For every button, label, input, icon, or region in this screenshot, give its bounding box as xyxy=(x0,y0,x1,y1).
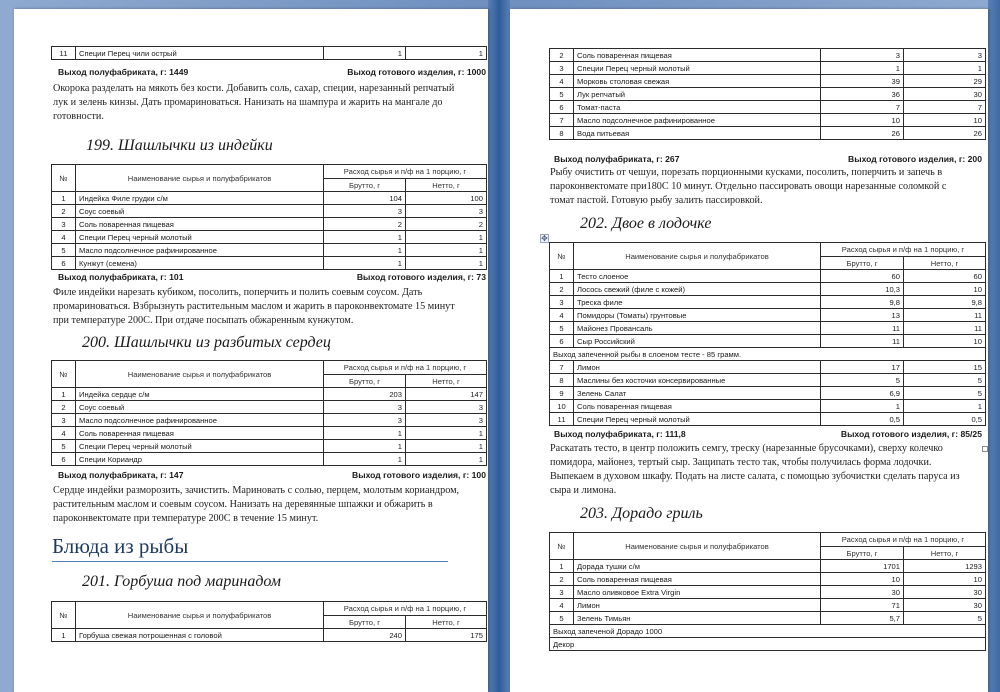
ingredient-name: Масло оливковое Extra Virgin xyxy=(574,586,821,599)
ingredient-name: Сыр Российский xyxy=(574,335,821,348)
ingredient-name: Вода питьевая xyxy=(574,127,821,140)
instructions: Рыбу очистить от чешуи, порезать порционными кусками, посолить, поперчить и запечь в пароконвектомате при180С 10 минут. Отдельно пассировать овощи нарезанные соломкой с томат пастой. Готовую рыбу залить пассировкой. xyxy=(550,167,947,206)
row-number: 3 xyxy=(550,62,574,75)
gross-weight: 240 xyxy=(324,629,406,642)
row-number: 4 xyxy=(550,309,574,322)
ingredient-name: Специи Перец чили острый xyxy=(76,47,324,60)
row-number: 6 xyxy=(52,453,76,466)
table-row xyxy=(52,440,487,453)
ingredient-name: Горбуша свежая потрошенная с головой xyxy=(76,629,324,642)
table-row xyxy=(550,361,986,374)
net-weight: 147 xyxy=(406,388,487,401)
semi-yield: Выход полуфабриката, г: 147 xyxy=(58,470,184,480)
gross-weight: 1 xyxy=(324,231,406,244)
gross-weight: 11 xyxy=(821,335,904,348)
gross-weight: 1 xyxy=(324,244,406,257)
table-note-row xyxy=(550,638,986,651)
row-number: 1 xyxy=(550,270,574,283)
ingredient-name: Соус соевый xyxy=(76,205,324,218)
col-header-no: № xyxy=(52,165,76,192)
table-row xyxy=(52,453,487,466)
gross-weight: 203 xyxy=(324,388,406,401)
net-weight: 30 xyxy=(904,586,986,599)
row-number: 7 xyxy=(550,361,574,374)
ingredient-name: Дорада тушки с/м xyxy=(574,560,821,573)
row-number: 4 xyxy=(52,427,76,440)
table-row xyxy=(550,322,986,335)
table-row xyxy=(550,75,986,88)
table-row xyxy=(52,192,487,205)
instructions: Окорока разделать на мякоть без кости. Добавить соль, сахар, специи, нарезанный репчатый лук и зелень кинзы. Дать промариноваться. Нанизать на шампура и жарить на мангале до готовности. xyxy=(53,83,455,122)
net-weight: 26 xyxy=(904,127,986,140)
table-row xyxy=(550,387,986,400)
table-row xyxy=(52,388,487,401)
ingredient-name: Соль поваренная пищевая xyxy=(574,49,821,62)
resize-handle-icon[interactable] xyxy=(982,446,988,452)
gross-weight: 60 xyxy=(821,270,904,283)
net-weight: 5 xyxy=(904,374,986,387)
net-weight: 11 xyxy=(904,309,986,322)
row-number: 5 xyxy=(550,322,574,335)
col-header-name: Наименование сырья и полуфабрикатов xyxy=(76,165,324,192)
gross-weight: 26 xyxy=(821,127,904,140)
ingredient-name: Зелень Тимьян xyxy=(574,612,821,625)
net-weight: 0,5 xyxy=(904,413,986,426)
col-header-net: Нетто, г xyxy=(406,179,487,192)
note-cell: Выход запеченой Дорадо 1000 xyxy=(550,625,986,638)
gross-weight: 36 xyxy=(821,88,904,101)
ingredient-name: Соль поваренная пищевая xyxy=(574,400,821,413)
col-header-name: Наименование сырья и полуфабрикатов xyxy=(574,533,821,560)
gross-weight: 11 xyxy=(821,322,904,335)
net-weight: 30 xyxy=(904,599,986,612)
recipe-table-199 xyxy=(51,164,487,270)
net-weight: 10 xyxy=(904,335,986,348)
ingredient-name: Лимон xyxy=(574,599,821,612)
ingredient-name: Специи Кориандр xyxy=(76,453,324,466)
table-row xyxy=(52,414,487,427)
net-weight: 10 xyxy=(904,114,986,127)
table-row xyxy=(550,599,986,612)
gross-weight: 5 xyxy=(821,374,904,387)
net-weight: 100 xyxy=(406,192,487,205)
note-cell: Выход запеченной рыбы в слоеном тесте - 85 грамм. xyxy=(550,348,986,361)
table-header-row xyxy=(52,361,487,375)
net-weight: 5 xyxy=(904,387,986,400)
net-weight: 11 xyxy=(904,322,986,335)
recipe-table-201 xyxy=(51,601,487,642)
ingredient-name: Томат-паста xyxy=(574,101,821,114)
window-edge xyxy=(988,0,1000,692)
col-header-net: Нетто, г xyxy=(406,375,487,388)
ingredient-name: Маслины без косточки консервированные xyxy=(574,374,821,387)
ingredient-name: Индейка Филе грудки с/м xyxy=(76,192,324,205)
table-row xyxy=(550,296,986,309)
ingredient-name: Соль поваренная пищевая xyxy=(574,573,821,586)
table-row xyxy=(52,427,487,440)
ingredient-name: Тесто слоеное xyxy=(574,270,821,283)
table-row xyxy=(550,335,986,348)
ingredient-name: Соус соевый xyxy=(76,401,324,414)
row-number: 5 xyxy=(550,88,574,101)
gross-weight: 17 xyxy=(821,361,904,374)
row-number: 5 xyxy=(52,440,76,453)
note-cell: Декор xyxy=(550,638,986,651)
ingredient-name: Масло подсолнечное рафинированное xyxy=(76,244,324,257)
table-header-row xyxy=(550,533,986,547)
table-row xyxy=(550,62,986,75)
gross-weight: 71 xyxy=(821,599,904,612)
table-row xyxy=(550,400,986,413)
dish-title-202: 202. Двое в лодочке xyxy=(580,215,712,232)
net-weight: 7 xyxy=(904,101,986,114)
col-header-name: Наименование сырья и полуфабрикатов xyxy=(76,361,324,388)
dish-title-201: 201. Горбуша под маринадом xyxy=(82,573,282,590)
final-yield: Выход готового изделия, г: 85/25 xyxy=(840,429,982,439)
table-row xyxy=(550,114,986,127)
dish-title-203: 203. Дорадо гриль xyxy=(580,505,703,522)
table-row xyxy=(52,629,487,642)
net-weight: 1 xyxy=(406,244,487,257)
recipe-table-200 xyxy=(51,360,487,466)
ingredient-name: Кунжут (семена) xyxy=(76,257,324,270)
ingredient-name: Морковь столовая свежая xyxy=(574,75,821,88)
col-header-consumption: Расход сырья и п/ф на 1 порцию, г xyxy=(324,165,487,179)
gross-weight: 1 xyxy=(821,400,904,413)
net-weight: 10 xyxy=(904,283,986,296)
net-weight: 1 xyxy=(904,400,986,413)
recipe-table-203 xyxy=(549,532,986,651)
gross-weight: 6,9 xyxy=(821,387,904,400)
row-number: 1 xyxy=(52,192,76,205)
row-number: 4 xyxy=(550,599,574,612)
net-weight: 2 xyxy=(406,218,487,231)
ingredient-name: Майонез Провансаль xyxy=(574,322,821,335)
net-weight: 1 xyxy=(406,231,487,244)
table-row xyxy=(550,573,986,586)
net-weight: 1 xyxy=(406,440,487,453)
ingredient-name: Лосось свежий (филе с кожей) xyxy=(574,283,821,296)
gross-weight: 39 xyxy=(821,75,904,88)
gross-weight: 1701 xyxy=(821,560,904,573)
table-note-row xyxy=(550,348,986,361)
gross-weight: 1 xyxy=(324,440,406,453)
gross-weight: 1 xyxy=(324,453,406,466)
row-number: 7 xyxy=(550,114,574,127)
table-row xyxy=(550,413,986,426)
net-weight: 1293 xyxy=(904,560,986,573)
final-yield: Выход готового изделия, г: 1000 xyxy=(347,67,486,77)
net-weight: 3 xyxy=(406,401,487,414)
col-header-gross: Брутто, г xyxy=(821,547,904,560)
document-page-left xyxy=(14,9,488,692)
net-weight: 1 xyxy=(406,257,487,270)
gross-weight: 13 xyxy=(821,309,904,322)
table-row xyxy=(550,612,986,625)
ingredient-name: Соль поваренная пищевая xyxy=(76,218,324,231)
col-header-no: № xyxy=(550,533,574,560)
gross-weight: 7 xyxy=(821,101,904,114)
gross-weight: 10,3 xyxy=(821,283,904,296)
ingredient-name: Помидоры (Томаты) грунтовые xyxy=(574,309,821,322)
gross-weight: 30 xyxy=(821,586,904,599)
row-number: 11 xyxy=(550,413,574,426)
gross-weight: 9,8 xyxy=(821,296,904,309)
col-header-gross: Брутто, г xyxy=(324,375,406,388)
row-number: 2 xyxy=(52,401,76,414)
semi-yield: Выход полуфабриката, г: 1449 xyxy=(58,67,189,77)
row-number: 3 xyxy=(550,586,574,599)
gross-weight: 1 xyxy=(324,47,406,60)
row-number: 10 xyxy=(550,400,574,413)
ingredient-name: Специи Перец черный молотый xyxy=(76,231,324,244)
table-header-row xyxy=(52,165,487,179)
gross-weight: 5,7 xyxy=(821,612,904,625)
page-gutter xyxy=(488,0,510,692)
net-weight: 60 xyxy=(904,270,986,283)
ingredient-name: Треска филе xyxy=(574,296,821,309)
table-note-row xyxy=(550,625,986,638)
net-weight: 1 xyxy=(406,427,487,440)
gross-weight: 104 xyxy=(324,192,406,205)
ingredient-name: Масло подсолнечное рафинированное xyxy=(574,114,821,127)
table-row xyxy=(550,374,986,387)
col-header-net: Нетто, г xyxy=(904,257,986,270)
row-number: 11 xyxy=(52,47,76,60)
gross-weight: 1 xyxy=(821,62,904,75)
recipe-table-202 xyxy=(549,242,986,426)
net-weight: 3 xyxy=(904,49,986,62)
table-row xyxy=(550,586,986,599)
instructions: Раскатать тесто, в центр положить семгу, треску (нарезанные брусочками), сверху колечко помидора, майонез, тертый сыр. Защипать тесто так, чтобы получилась форма лодочки. Выпекаем в духовом шкафу. Подать на листе салата, с помощью зубочистки сделать паруса из сыра и лимона. xyxy=(550,443,960,496)
col-header-consumption: Расход сырья и п/ф на 1 порцию, г xyxy=(821,243,986,257)
col-header-consumption: Расход сырья и п/ф на 1 порцию, г xyxy=(821,533,986,547)
net-weight: 175 xyxy=(406,629,487,642)
col-header-name: Наименование сырья и полуфабрикатов xyxy=(574,243,821,270)
ingredient-name: Индейка сердце с/м xyxy=(76,388,324,401)
row-number: 2 xyxy=(52,205,76,218)
row-number: 9 xyxy=(550,387,574,400)
table-row xyxy=(550,88,986,101)
final-yield: Выход готового изделия, г: 73 xyxy=(356,272,486,282)
dish-title-199: 199. Шашлычки из индейки xyxy=(86,137,273,154)
section-heading-fish: Блюда из рыбы xyxy=(52,534,448,562)
table-row xyxy=(52,244,487,257)
row-number: 8 xyxy=(550,127,574,140)
semi-yield: Выход полуфабриката, г: 101 xyxy=(58,272,184,282)
table-row xyxy=(550,101,986,114)
net-weight: 15 xyxy=(904,361,986,374)
instructions: Филе индейки нарезать кубиком, посолить, поперчить и полить соевым соусом. Дать промариноваться. Взбрызнуть растительным маслом и жарить в пароконвектомате 15 минут при температуре 200С. При отдаче посыпать обжаренным кунжутом. xyxy=(53,287,455,326)
row-number: 4 xyxy=(550,75,574,88)
table-row xyxy=(52,47,487,60)
gross-weight: 1 xyxy=(324,257,406,270)
table-row xyxy=(550,270,986,283)
col-header-no: № xyxy=(52,602,76,629)
table-row xyxy=(550,309,986,322)
ingredient-name: Лимон xyxy=(574,361,821,374)
row-number: 2 xyxy=(550,573,574,586)
row-number: 2 xyxy=(550,283,574,296)
ingredient-name: Зелень Салат xyxy=(574,387,821,400)
net-weight: 5 xyxy=(904,612,986,625)
row-number: 6 xyxy=(52,257,76,270)
dish-title-200: 200. Шашлычки из разбитых сердец xyxy=(82,334,331,351)
row-number: 1 xyxy=(52,388,76,401)
table-header-row xyxy=(52,602,487,616)
row-number: 6 xyxy=(550,101,574,114)
col-header-gross: Брутто, г xyxy=(324,616,406,629)
table-row xyxy=(52,218,487,231)
table-row xyxy=(550,283,986,296)
ingredient-name: Соль поваренная пищевая xyxy=(76,427,324,440)
net-weight: 1 xyxy=(406,47,487,60)
net-weight: 1 xyxy=(904,62,986,75)
ingredient-name: Специи Перец черный молотый xyxy=(574,62,821,75)
net-weight: 29 xyxy=(904,75,986,88)
final-yield: Выход готового изделия, г: 200 xyxy=(848,154,982,164)
table-row xyxy=(550,127,986,140)
net-weight: 10 xyxy=(904,573,986,586)
row-number: 5 xyxy=(550,612,574,625)
row-number: 1 xyxy=(550,560,574,573)
row-number: 4 xyxy=(52,231,76,244)
col-header-consumption: Расход сырья и п/ф на 1 порцию, г xyxy=(324,602,487,616)
col-header-no: № xyxy=(550,243,574,270)
table-row xyxy=(52,401,487,414)
col-header-gross: Брутто, г xyxy=(821,257,904,270)
row-number: 1 xyxy=(52,629,76,642)
final-yield: Выход готового изделия, г: 100 xyxy=(352,470,486,480)
table-row xyxy=(52,257,487,270)
ingredient-name: Специи Перец черный молотый xyxy=(574,413,821,426)
net-weight: 1 xyxy=(406,453,487,466)
table-row xyxy=(52,205,487,218)
semi-yield: Выход полуфабриката, г: 267 xyxy=(554,154,680,164)
row-number: 3 xyxy=(550,296,574,309)
ingredient-name: Лук репчатый xyxy=(574,88,821,101)
row-number: 2 xyxy=(550,49,574,62)
gross-weight: 3 xyxy=(324,205,406,218)
ingredient-name: Специи Перец черный молотый xyxy=(76,440,324,453)
col-header-no: № xyxy=(52,361,76,388)
gross-weight: 3 xyxy=(324,401,406,414)
col-header-net: Нетто, г xyxy=(904,547,986,560)
table-row xyxy=(550,49,986,62)
col-header-net: Нетто, г xyxy=(406,616,487,629)
ingredient-name: Масло подсолнечное рафинированное xyxy=(76,414,324,427)
row-number: 5 xyxy=(52,244,76,257)
gross-weight: 10 xyxy=(821,114,904,127)
col-header-gross: Брутто, г xyxy=(324,179,406,192)
gross-weight: 0,5 xyxy=(821,413,904,426)
gross-weight: 3 xyxy=(821,49,904,62)
table-row xyxy=(550,560,986,573)
net-weight: 9,8 xyxy=(904,296,986,309)
table-header-row xyxy=(550,243,986,257)
document-page-right xyxy=(510,9,988,692)
net-weight: 3 xyxy=(406,414,487,427)
gross-weight: 3 xyxy=(324,414,406,427)
gross-weight: 1 xyxy=(324,427,406,440)
net-weight: 30 xyxy=(904,88,986,101)
row-number: 8 xyxy=(550,374,574,387)
recipe-table-201-cont xyxy=(549,48,986,140)
col-header-name: Наименование сырья и полуфабрикатов xyxy=(76,602,324,629)
recipe-table-prev xyxy=(51,46,487,60)
row-number: 3 xyxy=(52,218,76,231)
row-number: 6 xyxy=(550,335,574,348)
row-number: 3 xyxy=(52,414,76,427)
instructions: Сердце индейки разморозить, зачистить. Мариновать с солью, перцем, молотым кориандром, растительным маслом и соевым соусом. Нанизать на деревянные шпажки и обжарить в пароконвектомате при температуре 200С в течение 15 минут. xyxy=(53,485,460,524)
col-header-consumption: Расход сырья и п/ф на 1 порцию, г xyxy=(324,361,487,375)
table-row xyxy=(52,231,487,244)
gross-weight: 2 xyxy=(324,218,406,231)
table-move-handle-icon[interactable]: ✥ xyxy=(541,234,548,243)
net-weight: 3 xyxy=(406,205,487,218)
semi-yield: Выход полуфабриката, г: 111,8 xyxy=(554,429,686,439)
gross-weight: 10 xyxy=(821,573,904,586)
